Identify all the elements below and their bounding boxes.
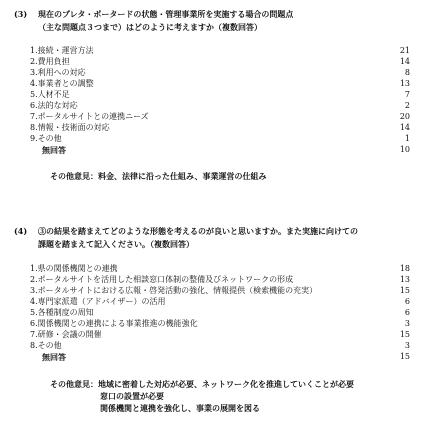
count-value: 15 [399,286,410,295]
list-item: 8.情報・技術面の対応 14 [30,123,410,132]
list-item: 7.研修・会議の開催 15 [30,330,410,339]
other-opinions-note-line: 関係機関と連携を強化し、事業の展開を図る [100,403,260,413]
other-opinions-note: その他意見：料金、法律に沿った仕組み、事業運営の仕組み [50,171,267,181]
count-value: 8 [404,68,410,77]
count-value: 3 [404,341,410,350]
list-item: 1.県の関係機関との連携 18 [30,264,410,273]
question-text: ③の結果を踏まえてどのような形態を考えるのが良いと思いますか。また実施に向けての [38,227,358,235]
other-opinions-note: その他意見：地域に密着した対応が必要、ネットワーク化を推進していくことが必要 [50,379,354,389]
list-item: 4.専門家派遣（アドバイザー）の活用 6 [30,297,410,306]
no-answer-row: 無回答 10 [42,145,410,155]
count-value: 13 [399,79,410,88]
other-opinions-note-line: 窓口の設置が必要 [100,391,164,401]
question-subtext: 課題を踏まえて記入ください。（複数回答） [38,239,194,249]
count-value: 3 [404,319,410,328]
question-header-2 [14,227,429,235]
list-item: 4.事業者との調整 13 [30,79,410,88]
list-item: 9.その他 1 [30,134,410,143]
question-header-1 [14,10,429,18]
count-value: 21 [399,46,410,55]
count-value: 18 [399,264,410,273]
list-item: 6.法的な対応 2 [30,101,410,110]
list-item: 5.人材不足 7 [30,90,410,99]
count-value: 6 [404,297,410,306]
count-value: 1 [404,134,410,143]
count-value: 20 [399,112,410,121]
count-value: 6 [404,308,410,317]
count-value: 13 [399,275,410,284]
list-item: 7.ポータルサイトとの連携ニーズ 20 [30,112,410,121]
count-value: 14 [399,123,410,132]
count-value: 7 [404,90,410,99]
question-number: (3) [14,10,28,18]
list-item: 2.ポータルサイトを活用した相談窓口体制の整備及びネットワークの形成 13 [30,275,410,284]
list-item: 2.費用負担 14 [30,57,410,66]
list-item: 8.その他 3 [30,341,410,350]
list-item: 3.利用への対応 8 [30,68,410,77]
count-value: 14 [399,57,410,66]
no-answer-row: 無回答 15 [42,352,410,362]
list-item: 5.各種制度の周知 6 [30,308,410,317]
question-subtext: （主な問題点３つまで）はどのように考えますか（複数回答） [38,22,262,32]
count-value: 10 [399,145,410,154]
question-number: (4) [14,227,28,235]
question-text: 現在のプレタ・ポータードの状態・管理事業所を実施する場合の問題点 [38,10,294,18]
count-value: 2 [404,101,410,110]
count-value: 15 [399,330,410,339]
list-item: 3.ポータルサイトにおける広報・啓発活動の強化、情報提供（検索機能の充実） 15 [30,286,410,295]
list-item: 6.関係機関との連携による事業推進の機能強化 3 [30,319,410,328]
count-value: 15 [399,352,410,361]
list-item: 1.接続・運営方法 21 [30,46,410,55]
